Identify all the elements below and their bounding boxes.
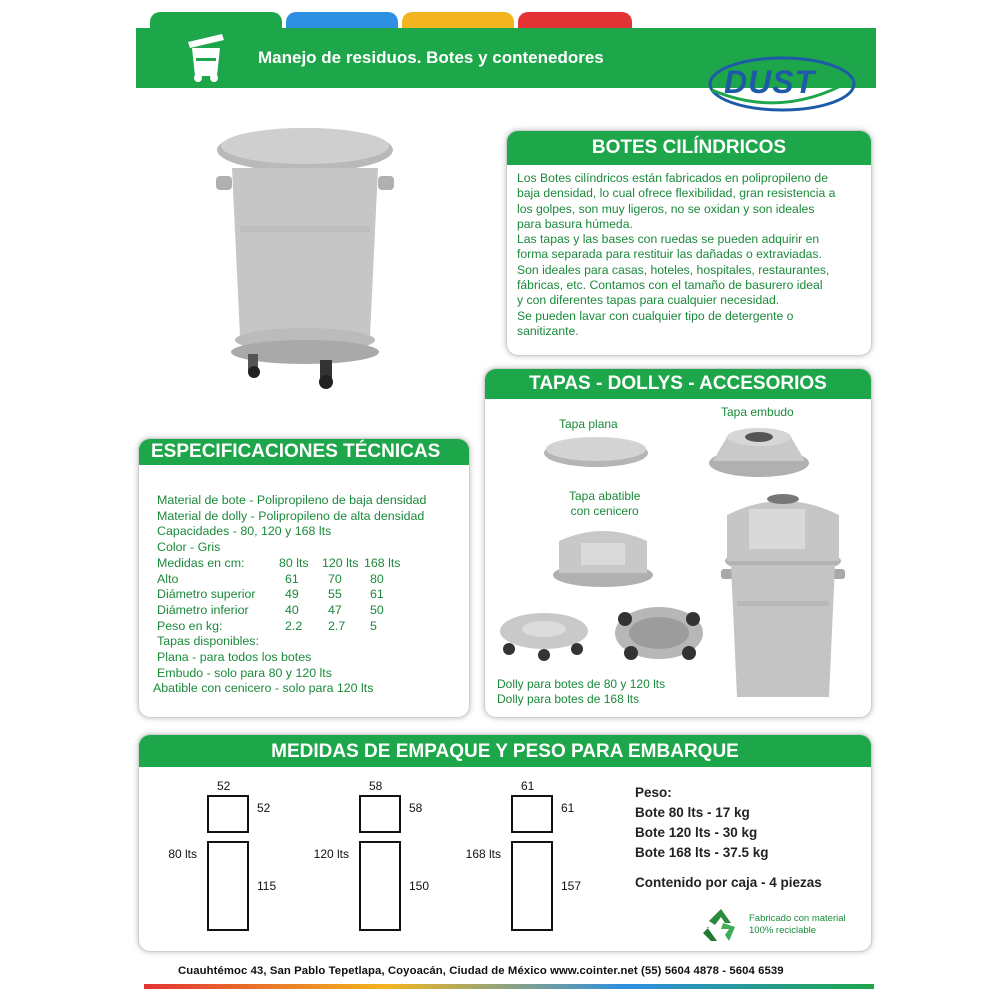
spec-row-label: Diámetro inferior: [157, 602, 249, 617]
spec-line: Capacidades - 80, 120 y 168 lts: [157, 524, 332, 539]
pack-top-box: [511, 795, 553, 833]
spec-row-value: 80 lts: [279, 555, 309, 570]
recycle-line1: Fabricado con material: [749, 913, 846, 924]
pack-body-box: [511, 841, 553, 931]
tapas-title: TAPAS - DOLLYS - ACCESORIOS: [485, 369, 871, 399]
spec-line: Plana - para todos los botes: [157, 649, 312, 664]
spec-row-value: 120 lts: [322, 555, 359, 570]
spec-line: Material de bote - Polipropileno de baja densidad: [157, 493, 427, 507]
dolly-label-168: Dolly para botes de 168 lts: [497, 692, 640, 706]
pack-top-height: 58: [409, 801, 423, 815]
spec-row-value: 61: [370, 587, 384, 602]
spec-table-row: [157, 572, 467, 588]
botes-line: y con diferentes tapas para cualquier necesidad.: [517, 293, 780, 308]
peso-line: Bote 120 lts - 30 kg: [635, 825, 758, 840]
botes-line: Son ideales para casas, hoteles, hospitales, restaurantes,: [517, 262, 830, 277]
spec-row-value: 2.7: [328, 618, 346, 633]
spec-row-value: 168 lts: [364, 555, 401, 570]
pack-body-box: [207, 841, 249, 931]
pack-top-width: 61: [521, 779, 535, 793]
spec-row-value: 49: [285, 587, 299, 602]
spec-line: Color - Gris: [157, 540, 221, 555]
spec-line: Tapas disponibles:: [157, 634, 259, 649]
pack-top-height: 61: [561, 801, 575, 815]
pack-body-box: [359, 841, 401, 931]
tapa-plana-label: Tapa plana: [559, 417, 618, 431]
spec-line: Abatible con cenicero - solo para 120 lts: [153, 681, 374, 696]
peso-block: [635, 783, 769, 863]
tapa-embudo-image: [707, 423, 811, 479]
pack-body-height: 157: [561, 879, 582, 893]
dolly-small-image: [497, 605, 591, 665]
bin-with-lid-image: [721, 491, 845, 707]
botes-line: para basura húmeda.: [517, 216, 633, 231]
tapa-abatible-label: [569, 489, 640, 519]
spec-line: Material de dolly - Polipropileno de alta densidad: [157, 508, 425, 523]
botes-description: [517, 171, 865, 339]
pack-top-box: [207, 795, 249, 833]
cylindrical-bin-image: [210, 126, 400, 392]
tapa-abatible-line1: Tapa abatible: [569, 489, 641, 503]
spec-row-value: 80: [370, 571, 384, 586]
peso-line: Bote 80 lts - 17 kg: [635, 805, 750, 820]
spec-line: Embudo - solo para 80 y 120 lts: [157, 665, 332, 680]
peso-title: Peso:: [635, 785, 672, 800]
dolly-labels: [497, 677, 665, 707]
footer-address: Cuauhtémoc 43, San Pablo Tepetlapa, Coyoacán, Ciudad de México www.cointer.net (55) 5604 4878 - 5604 6539: [178, 965, 784, 977]
botes-line: fábricas, etc. Contamos con el tamaño de basurero ideal: [517, 278, 823, 293]
pack-capacity-label: 80 lts: [168, 847, 197, 861]
bottom-color-strip: [144, 984, 874, 989]
logo-text: DUST: [724, 64, 816, 100]
spec-row-label: Medidas en cm:: [157, 555, 245, 570]
spec-table-row: [157, 619, 467, 635]
botes-line: Las tapas y las bases con ruedas se pueden adquirir en: [517, 232, 820, 247]
spec-table-row: [157, 587, 467, 603]
peso-line: Bote 168 lts - 37.5 kg: [635, 845, 769, 860]
pack-top-height: 52: [257, 801, 271, 815]
tapas-card: [484, 368, 872, 718]
pack-body-height: 150: [409, 879, 430, 893]
recycle-text: [749, 913, 846, 937]
botes-title: BOTES CILÍNDRICOS: [507, 131, 871, 165]
spec-row-value: 61: [285, 571, 299, 586]
spec-row-value: 47: [328, 602, 342, 617]
spec-row-value: 55: [328, 587, 342, 602]
tapa-abatible-image: [551, 519, 655, 589]
trash-bin-icon: [182, 28, 230, 84]
pack-top-box: [359, 795, 401, 833]
contenido-text: Contenido por caja - 4 piezas: [635, 875, 822, 890]
pack-capacity-label: 120 lts: [313, 847, 349, 861]
dolly-large-image: [611, 595, 707, 667]
pack-top-width: 58: [369, 779, 383, 793]
spec-card: [138, 438, 470, 718]
spec-row-label: Diámetro superior: [157, 587, 256, 602]
spec-title: ESPECIFICACIONES TÉCNICAS: [139, 439, 469, 465]
botes-card: [506, 130, 872, 356]
tapa-embudo-label: Tapa embudo: [721, 405, 794, 419]
tapa-abatible-line2: con cenicero: [570, 504, 639, 518]
spec-row-value: 5: [370, 618, 377, 633]
spec-table-row: [157, 603, 467, 619]
pack-capacity-label: 168 lts: [465, 847, 501, 861]
spec-table-row: [157, 556, 467, 572]
spec-row-value: 40: [285, 602, 299, 617]
botes-line: Los Botes cilíndricos están fabricados en polipropileno de: [517, 171, 828, 185]
page-title: Manejo de residuos. Botes y contenedores: [258, 48, 604, 67]
dolly-label-80-120: Dolly para botes de 80 y 120 lts: [497, 677, 666, 691]
botes-line: Se pueden lavar con cualquier tipo de detergente o: [517, 308, 794, 323]
spec-table: [157, 556, 467, 634]
botes-line: sanitizante.: [517, 323, 579, 338]
medidas-card: [138, 734, 872, 952]
botes-line: los golpes, son muy ligeros, no se oxidan y son ideales: [517, 201, 815, 216]
spec-body: [153, 493, 467, 697]
spec-row-value: 50: [370, 602, 384, 617]
recycle-line2: 100% reciclable: [749, 925, 817, 936]
pack-top-width: 52: [217, 779, 231, 793]
recycle-icon: [699, 905, 743, 945]
spec-row-value: 70: [328, 571, 342, 586]
tapa-plana-image: [541, 433, 651, 469]
spec-row-label: Peso en kg:: [157, 618, 223, 633]
spec-row-value: 2.2: [285, 618, 303, 633]
botes-line: baja densidad, lo cual ofrece flexibilidad, gran resistencia a: [517, 186, 836, 201]
pack-body-height: 115: [257, 879, 277, 893]
medidas-title: MEDIDAS DE EMPAQUE Y PESO PARA EMBARQUE: [139, 735, 871, 767]
spec-row-label: Alto: [157, 571, 179, 586]
dust-logo: [702, 50, 858, 116]
botes-line: forma separada para restituir las dañadas o extraviadas.: [517, 247, 822, 262]
